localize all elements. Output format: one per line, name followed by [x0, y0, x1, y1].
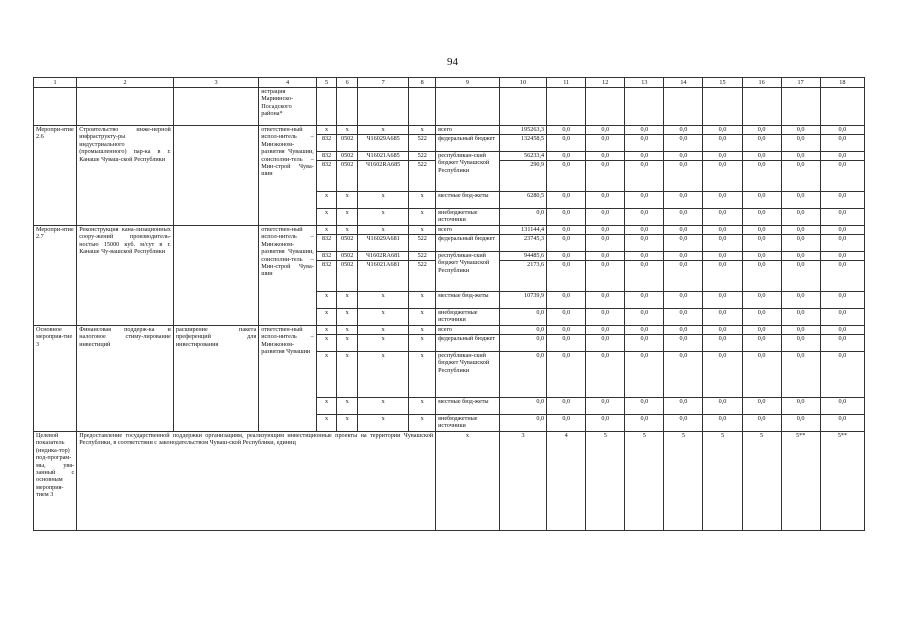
indicator-description: Предоставление государственной поддержки организациям, реализующим инвестиционные проекты на территории Чувашской Республики, в соответствии с законодательством Чуваш-ской Республики, единиц: [77, 432, 436, 531]
value-cell: 0,0: [742, 352, 781, 398]
total-cell: 132458,5: [499, 135, 546, 152]
code-cell: x: [337, 326, 358, 335]
value-cell: 0,0: [781, 415, 820, 432]
table-cell: [664, 88, 703, 126]
value-cell: 0,0: [625, 252, 664, 261]
funding-source: всего: [436, 326, 500, 335]
code-cell: x: [409, 398, 436, 415]
total-cell: 10739,9: [499, 292, 546, 309]
code-cell: x: [409, 126, 436, 135]
code-cell: 0502: [337, 261, 358, 292]
value-cell: 0,0: [586, 326, 625, 335]
funding-source: местные бюд-жеты: [436, 292, 500, 309]
table-cell: [337, 88, 358, 126]
funding-source: внебюджетные источники: [436, 209, 500, 226]
table-cell: [499, 88, 546, 126]
value-cell: 0,0: [625, 192, 664, 209]
value-cell: 0,0: [781, 135, 820, 152]
measure-description: Строительство инже-нерной инфраструкту-ры индустриального (промышленного) пар-ка в г. Канаше Чуваш-ской Республики: [77, 126, 174, 226]
code-cell: x: [337, 209, 358, 226]
value-cell: 0,0: [742, 326, 781, 335]
code-cell: x: [357, 309, 408, 326]
table-cell: [820, 88, 864, 126]
value-cell: 0,0: [703, 192, 742, 209]
code-cell: x: [316, 209, 337, 226]
table-cell: [436, 88, 500, 126]
value-cell: 0,0: [586, 292, 625, 309]
value-cell: 0,0: [820, 252, 864, 261]
funding-source: федеральный бюджет: [436, 235, 500, 252]
code-cell: x: [337, 192, 358, 209]
code-cell: 832: [316, 235, 337, 252]
column-number: 18: [820, 78, 864, 88]
code-cell: x: [357, 209, 408, 226]
indicator-value: 5**: [781, 432, 820, 531]
code-cell: 832: [316, 161, 337, 192]
code-cell: x: [316, 335, 337, 352]
total-cell: 131144,4: [499, 226, 546, 235]
column-number: 9: [436, 78, 500, 88]
code-cell: x: [337, 226, 358, 235]
responsible-executor: истрация Мариинско-Посадского района*: [259, 88, 317, 126]
value-cell: 0,0: [781, 352, 820, 398]
measure-name: Меропри-ятие 2.6: [34, 126, 77, 226]
indicator-value: 5**: [820, 432, 864, 531]
value-cell: 0,0: [586, 235, 625, 252]
value-cell: 0,0: [820, 309, 864, 326]
value-cell: 0,0: [820, 398, 864, 415]
code-cell: 522: [409, 135, 436, 152]
value-cell: 0,0: [625, 209, 664, 226]
column-number: 8: [409, 78, 436, 88]
column-number: 6: [337, 78, 358, 88]
indicator-value: 5: [664, 432, 703, 531]
value-cell: 0,0: [586, 152, 625, 161]
code-cell: x: [337, 335, 358, 352]
value-cell: 0,0: [703, 261, 742, 292]
value-cell: 0,0: [781, 326, 820, 335]
value-cell: 0,0: [703, 309, 742, 326]
value-cell: 0,0: [781, 126, 820, 135]
code-cell: 522: [409, 261, 436, 292]
value-cell: 0,0: [547, 192, 586, 209]
value-cell: 0,0: [742, 415, 781, 432]
code-cell: x: [337, 126, 358, 135]
value-cell: 0,0: [586, 261, 625, 292]
column-number: 14: [664, 78, 703, 88]
code-cell: x: [316, 309, 337, 326]
value-cell: 0,0: [547, 352, 586, 398]
value-cell: 0,0: [703, 352, 742, 398]
code-cell: 832: [316, 135, 337, 152]
value-cell: 0,0: [547, 152, 586, 161]
value-cell: 0,0: [586, 161, 625, 192]
value-cell: 0,0: [820, 335, 864, 352]
code-cell: Ч16021А685: [357, 152, 408, 161]
total-cell: 6280,5: [499, 192, 546, 209]
code-cell: x: [357, 292, 408, 309]
value-cell: 0,0: [703, 415, 742, 432]
value-cell: 0,0: [547, 209, 586, 226]
table-cell: [316, 88, 337, 126]
code-cell: Ч16021А681: [357, 261, 408, 292]
code-cell: x: [316, 398, 337, 415]
value-cell: 0,0: [547, 335, 586, 352]
total-cell: 0,0: [499, 398, 546, 415]
column-number: 4: [259, 78, 317, 88]
value-cell: 0,0: [547, 292, 586, 309]
value-cell: 0,0: [547, 326, 586, 335]
value-cell: 0,0: [664, 326, 703, 335]
code-cell: x: [409, 192, 436, 209]
value-cell: 0,0: [664, 335, 703, 352]
measure-goal: [173, 226, 258, 326]
column-number: 5: [316, 78, 337, 88]
code-cell: x: [337, 352, 358, 398]
value-cell: 0,0: [664, 252, 703, 261]
value-cell: 0,0: [547, 252, 586, 261]
code-cell: Ч16029А681: [357, 235, 408, 252]
total-cell: 23745,3: [499, 235, 546, 252]
value-cell: 0,0: [625, 335, 664, 352]
value-cell: 0,0: [820, 261, 864, 292]
indicator-value: 5: [742, 432, 781, 531]
value-cell: 0,0: [547, 235, 586, 252]
funding-source: всего: [436, 126, 500, 135]
code-cell: x: [357, 192, 408, 209]
code-cell: x: [357, 226, 408, 235]
value-cell: 0,0: [625, 352, 664, 398]
value-cell: 0,0: [664, 126, 703, 135]
value-cell: 0,0: [742, 209, 781, 226]
value-cell: 0,0: [742, 126, 781, 135]
column-number: 17: [781, 78, 820, 88]
total-cell: 56233,4: [499, 152, 546, 161]
value-cell: 0,0: [664, 152, 703, 161]
total-cell: 0,0: [499, 209, 546, 226]
responsible-executor: ответствен-ный испол-нитель – Минэконом-развития Чувашии: [259, 326, 317, 432]
code-cell: x: [409, 309, 436, 326]
table-cell: [77, 88, 174, 126]
code-cell: Ч1602RА681: [357, 252, 408, 261]
code-cell: 522: [409, 161, 436, 192]
value-cell: 0,0: [703, 292, 742, 309]
column-number: 7: [357, 78, 408, 88]
column-number: 1: [34, 78, 77, 88]
code-cell: x: [316, 352, 337, 398]
value-cell: 0,0: [586, 209, 625, 226]
value-cell: 0,0: [586, 352, 625, 398]
value-cell: 0,0: [820, 235, 864, 252]
value-cell: 0,0: [742, 252, 781, 261]
funding-source: внебюджетные источники: [436, 415, 500, 432]
code-cell: x: [357, 398, 408, 415]
value-cell: 0,0: [586, 126, 625, 135]
value-cell: 0,0: [547, 415, 586, 432]
code-cell: x: [316, 192, 337, 209]
code-cell: 522: [409, 152, 436, 161]
code-cell: x: [316, 415, 337, 432]
value-cell: 0,0: [820, 152, 864, 161]
value-cell: 0,0: [586, 309, 625, 326]
value-cell: 0,0: [547, 309, 586, 326]
table-cell: [625, 88, 664, 126]
funding-source: федеральный бюджет: [436, 335, 500, 352]
value-cell: 0,0: [742, 335, 781, 352]
value-cell: 0,0: [703, 126, 742, 135]
value-cell: 0,0: [781, 209, 820, 226]
value-cell: 0,0: [742, 235, 781, 252]
indicator-value: 3: [499, 432, 546, 531]
code-cell: x: [337, 309, 358, 326]
value-cell: 0,0: [703, 326, 742, 335]
indicator-value: 5: [625, 432, 664, 531]
measure-goal: [173, 126, 258, 226]
column-number: 11: [547, 78, 586, 88]
value-cell: 0,0: [742, 261, 781, 292]
responsible-executor: ответствен-ный испол-нитель – Минэконом-развития Чувашии, соисполни-тель – Мин-строй Чува-шии: [259, 126, 317, 226]
value-cell: 0,0: [820, 415, 864, 432]
table-cell: [34, 88, 77, 126]
value-cell: 0,0: [703, 235, 742, 252]
value-cell: 0,0: [703, 226, 742, 235]
code-cell: x: [409, 226, 436, 235]
value-cell: 0,0: [781, 235, 820, 252]
code-cell: x: [409, 326, 436, 335]
code-cell: x: [337, 398, 358, 415]
value-cell: 0,0: [547, 261, 586, 292]
total-cell: 0,0: [499, 335, 546, 352]
value-cell: 0,0: [703, 335, 742, 352]
value-cell: 0,0: [820, 161, 864, 192]
value-cell: 0,0: [547, 126, 586, 135]
code-cell: 0502: [337, 135, 358, 152]
value-cell: 0,0: [625, 161, 664, 192]
measure-description: Финансовая поддерж-ка и налоговое стиму-лирование инвестиций: [77, 326, 174, 432]
total-cell: 290,9: [499, 161, 546, 192]
code-cell: x: [357, 415, 408, 432]
value-cell: 0,0: [586, 135, 625, 152]
value-cell: 0,0: [781, 261, 820, 292]
total-cell: 2173,6: [499, 261, 546, 292]
code-cell: Ч16029А685: [357, 135, 408, 152]
value-cell: 0,0: [703, 135, 742, 152]
measure-description: Реконструкция кана-лизационных соору-жений производитель-ностью 15000 куб. м/сут в г. Канаше Чу-вашской Республики: [77, 226, 174, 326]
funding-source: республикан-ский бюджет Чувашской Республики: [436, 352, 500, 398]
value-cell: 0,0: [664, 309, 703, 326]
code-cell: x: [409, 415, 436, 432]
code-cell: x: [409, 292, 436, 309]
code-cell: Ч1602RА685: [357, 161, 408, 192]
value-cell: 0,0: [625, 326, 664, 335]
total-cell: 94485,6: [499, 252, 546, 261]
value-cell: 0,0: [820, 135, 864, 152]
column-number: 2: [77, 78, 174, 88]
table-cell: [357, 88, 408, 126]
code-cell: 832: [316, 152, 337, 161]
total-cell: 0,0: [499, 415, 546, 432]
column-number: 12: [586, 78, 625, 88]
column-number: 10: [499, 78, 546, 88]
value-cell: 0,0: [781, 161, 820, 192]
page-number: 94: [447, 56, 458, 68]
code-cell: x: [337, 292, 358, 309]
code-cell: 0502: [337, 161, 358, 192]
funding-source: республикан-ский бюджет Чувашской Республики: [436, 152, 500, 192]
funding-source: местные бюд-жеты: [436, 398, 500, 415]
funding-source: местные бюд-жеты: [436, 192, 500, 209]
value-cell: 0,0: [664, 352, 703, 398]
table-cell: [547, 88, 586, 126]
total-cell: 195263,3: [499, 126, 546, 135]
code-cell: x: [316, 326, 337, 335]
value-cell: 0,0: [547, 135, 586, 152]
value-cell: 0,0: [664, 292, 703, 309]
value-cell: 0,0: [586, 335, 625, 352]
value-cell: 0,0: [781, 192, 820, 209]
code-cell: x: [409, 335, 436, 352]
value-cell: 0,0: [781, 335, 820, 352]
value-cell: 0,0: [742, 309, 781, 326]
code-cell: x: [316, 292, 337, 309]
value-cell: 0,0: [781, 292, 820, 309]
value-cell: 0,0: [664, 398, 703, 415]
value-cell: 0,0: [625, 398, 664, 415]
column-number: 3: [173, 78, 258, 88]
measure-name: Основное мероприя-тие 3: [34, 326, 77, 432]
measure-goal: расширение пакета преференций для инвестирования: [173, 326, 258, 432]
value-cell: 0,0: [820, 352, 864, 398]
code-cell: 0502: [337, 235, 358, 252]
funding-source: внебюджетные источники: [436, 309, 500, 326]
value-cell: 0,0: [664, 192, 703, 209]
value-cell: 0,0: [625, 152, 664, 161]
value-cell: 0,0: [820, 226, 864, 235]
value-cell: 0,0: [742, 135, 781, 152]
code-cell: x: [316, 126, 337, 135]
table-cell: [781, 88, 820, 126]
value-cell: 0,0: [781, 152, 820, 161]
value-cell: 0,0: [586, 226, 625, 235]
value-cell: 0,0: [742, 161, 781, 192]
value-cell: 0,0: [703, 161, 742, 192]
value-cell: 0,0: [703, 398, 742, 415]
column-number: 13: [625, 78, 664, 88]
value-cell: 0,0: [664, 161, 703, 192]
value-cell: 0,0: [781, 226, 820, 235]
value-cell: 0,0: [781, 252, 820, 261]
table-cell: [742, 88, 781, 126]
funding-source: республикан-ский бюджет Чувашской Республики: [436, 252, 500, 292]
total-cell: 0,0: [499, 326, 546, 335]
value-cell: 0,0: [664, 135, 703, 152]
value-cell: 0,0: [664, 261, 703, 292]
measure-name: Меропри-ятие 2.7: [34, 226, 77, 326]
value-cell: 0,0: [742, 192, 781, 209]
value-cell: 0,0: [586, 252, 625, 261]
value-cell: 0,0: [625, 415, 664, 432]
table-cell: [409, 88, 436, 126]
value-cell: 0,0: [586, 415, 625, 432]
value-cell: 0,0: [781, 309, 820, 326]
value-cell: 0,0: [625, 126, 664, 135]
value-cell: 0,0: [820, 209, 864, 226]
code-cell: 832: [316, 252, 337, 261]
indicator-cell: x: [436, 432, 500, 531]
column-number: 15: [703, 78, 742, 88]
value-cell: 0,0: [625, 261, 664, 292]
funding-source: федеральный бюджет: [436, 135, 500, 152]
total-cell: 0,0: [499, 309, 546, 326]
code-cell: 0502: [337, 152, 358, 161]
value-cell: 0,0: [625, 226, 664, 235]
value-cell: 0,0: [742, 226, 781, 235]
code-cell: x: [357, 126, 408, 135]
value-cell: 0,0: [742, 292, 781, 309]
value-cell: 0,0: [664, 415, 703, 432]
value-cell: 0,0: [547, 161, 586, 192]
total-cell: 0,0: [499, 352, 546, 398]
program-table: [33, 77, 865, 531]
funding-source: всего: [436, 226, 500, 235]
code-cell: 522: [409, 252, 436, 261]
table-cell: [586, 88, 625, 126]
value-cell: 0,0: [820, 326, 864, 335]
value-cell: 0,0: [547, 398, 586, 415]
indicator-value: 4: [547, 432, 586, 531]
code-cell: 832: [316, 261, 337, 292]
value-cell: 0,0: [547, 226, 586, 235]
code-cell: x: [357, 335, 408, 352]
table-cell: [173, 88, 258, 126]
value-cell: 0,0: [703, 252, 742, 261]
code-cell: x: [316, 226, 337, 235]
value-cell: 0,0: [625, 235, 664, 252]
code-cell: 522: [409, 235, 436, 252]
value-cell: 0,0: [820, 126, 864, 135]
value-cell: 0,0: [703, 209, 742, 226]
value-cell: 0,0: [586, 398, 625, 415]
indicator-value: 5: [586, 432, 625, 531]
indicator-value: 5: [703, 432, 742, 531]
table-cell: [703, 88, 742, 126]
code-cell: x: [357, 326, 408, 335]
code-cell: 0502: [337, 252, 358, 261]
column-number: 16: [742, 78, 781, 88]
value-cell: 0,0: [625, 292, 664, 309]
value-cell: 0,0: [742, 398, 781, 415]
value-cell: 0,0: [664, 235, 703, 252]
value-cell: 0,0: [820, 192, 864, 209]
value-cell: 0,0: [625, 309, 664, 326]
value-cell: 0,0: [664, 226, 703, 235]
value-cell: 0,0: [625, 135, 664, 152]
value-cell: 0,0: [781, 398, 820, 415]
code-cell: x: [357, 352, 408, 398]
code-cell: x: [409, 209, 436, 226]
value-cell: 0,0: [742, 152, 781, 161]
code-cell: x: [409, 352, 436, 398]
value-cell: 0,0: [664, 209, 703, 226]
responsible-executor: ответствен-ный испол-нитель – Минэконом-развития Чувашии, соисполни-тель – Мин-строй Чува-шии: [259, 226, 317, 326]
value-cell: 0,0: [703, 152, 742, 161]
value-cell: 0,0: [586, 192, 625, 209]
value-cell: 0,0: [820, 292, 864, 309]
indicator-name: Целевой показатель (индика-тор) под-програм-мы, увя-занный с основным мероприя-тием 3: [34, 432, 77, 531]
code-cell: x: [337, 415, 358, 432]
